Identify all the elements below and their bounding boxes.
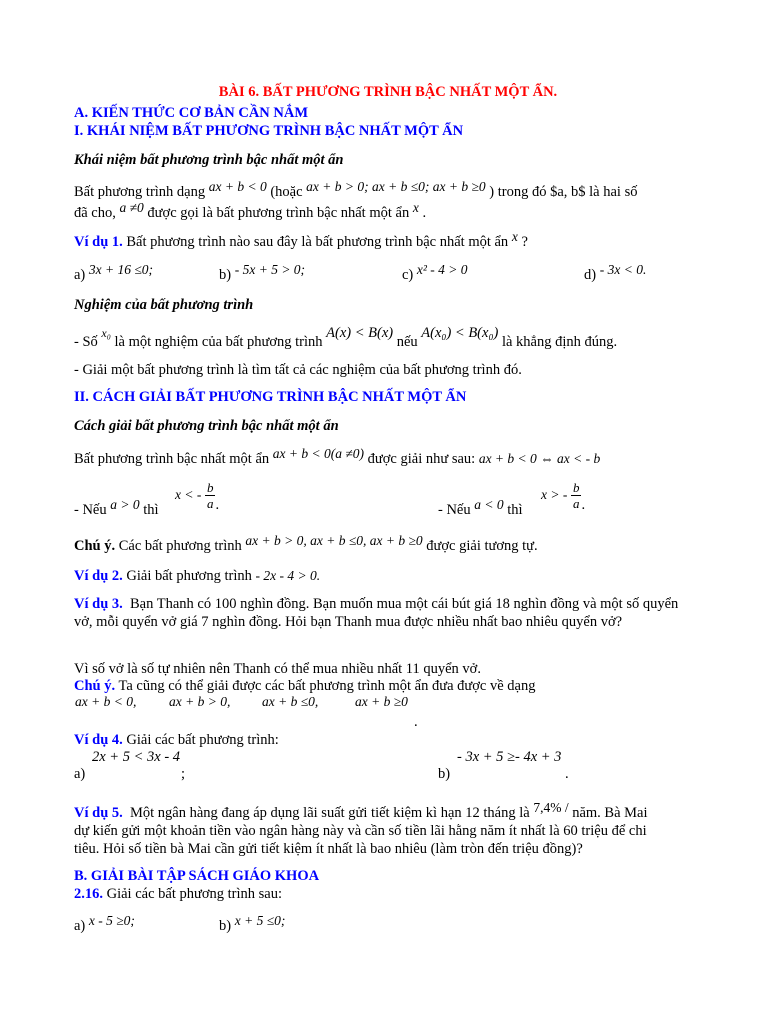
example-5-line-1 bbox=[74, 800, 702, 822]
example-4 bbox=[74, 731, 702, 749]
exercise-b-label: b) bbox=[219, 918, 232, 934]
example-4-text: Giải các bất phương trình: bbox=[126, 732, 279, 748]
option-c-label: c) bbox=[402, 267, 414, 283]
example-4-b-end: . bbox=[565, 766, 569, 782]
example-3-label: Ví dụ 3. bbox=[74, 596, 123, 612]
note-2-dot: . bbox=[414, 714, 418, 730]
note-2-text: Ta cũng có thể giải được các bất phương trình một ẩn đưa được về dạng bbox=[118, 678, 536, 694]
cachgiai-line bbox=[74, 446, 702, 468]
case-2-condition: a < 0 bbox=[474, 497, 504, 512]
nghiem-text-1: - Số bbox=[74, 334, 98, 350]
def-text-1: Bất phương trình dạng bbox=[74, 184, 206, 200]
case-1-text: - Nếu bbox=[74, 502, 107, 518]
case-1-then: thì bbox=[143, 502, 159, 518]
case-2-fraction bbox=[571, 480, 582, 511]
note-1-text-1: Các bất phương trình bbox=[118, 538, 242, 554]
example-2 bbox=[74, 567, 702, 585]
definition-line-1 bbox=[74, 179, 702, 201]
note-2-label: Chú ý. bbox=[74, 678, 116, 694]
example-1-option-c bbox=[402, 262, 468, 284]
example-3-text: Bạn Thanh có 100 nghìn đồng. Bạn muốn mua một cái bút giá 18 nghìn đồng và một số quyển vở, mỗi quyển vở giá 7 nghìn đồng. Hỏi bạn Thanh mua được nhiều nhất bao nhiêu quyển vở? bbox=[74, 596, 679, 630]
example-4-a-label: a) bbox=[74, 766, 86, 782]
section-a-heading: A. KIẾN THỨC CƠ BẢN CẦN NẮM bbox=[74, 105, 309, 121]
example-1-q: ? bbox=[521, 234, 528, 250]
nghiem-line-1 bbox=[74, 325, 702, 351]
example-5-text-1: Một ngân hàng đang áp dụng lãi suất gửi tiết kiệm kì hạn 12 tháng là bbox=[130, 805, 530, 821]
option-a-math: 3x + 16 ≤0; bbox=[88, 262, 154, 277]
example-4-b-label: b) bbox=[438, 766, 451, 782]
case-1-fraction bbox=[205, 480, 216, 511]
nghiem-math-ineq: A(x) < B(x) bbox=[326, 325, 394, 341]
case-1-result bbox=[175, 480, 219, 511]
cachgiai-text-2: được giải như sau: bbox=[367, 451, 476, 467]
case-1-dot: . bbox=[215, 496, 220, 513]
def-math-4: x bbox=[412, 200, 419, 215]
option-b-math: - 5x + 5 > 0; bbox=[234, 262, 306, 277]
nghiem-line-2: - Giải một bất phương trình là tìm tất cả các nghiệm của bất phương trình đó. bbox=[74, 362, 522, 378]
case-2-result bbox=[541, 480, 585, 511]
example-1-option-b bbox=[219, 262, 306, 284]
exercise-2-16 bbox=[74, 885, 702, 903]
case-2-numerator: b bbox=[572, 480, 580, 495]
option-c-math: x² - 4 > 0 bbox=[416, 262, 468, 277]
def-text-5: được gọi là bất phương trình bậc nhất một ẩn bbox=[147, 205, 410, 221]
def-text-2: (hoặc bbox=[270, 184, 303, 200]
example-2-text: Giải bất phương trình bbox=[126, 568, 252, 584]
def-text-4: đã cho, bbox=[74, 205, 116, 221]
note-2-form-4: ax + b ≥0 bbox=[355, 694, 408, 709]
exercise-2-16-a bbox=[74, 913, 135, 935]
option-b-label: b) bbox=[219, 267, 232, 283]
cachgiai-heading: Cách giải bất phương trình bậc nhất một ẩn bbox=[74, 418, 339, 434]
nghiem-text-4: là khẳng định đúng. bbox=[501, 334, 618, 350]
case-1-condition: a > 0 bbox=[110, 497, 140, 512]
definition-line-2 bbox=[74, 200, 702, 222]
nghiem-text-2: là một nghiệm của bất phương trình bbox=[114, 334, 323, 350]
exercise-2-16-text: Giải các bất phương trình sau: bbox=[106, 886, 283, 902]
example-2-math: - 2x - 4 > 0. bbox=[255, 568, 321, 583]
example-1-option-d bbox=[584, 262, 647, 284]
case-2-text: - Nếu bbox=[438, 502, 471, 518]
def-text-3: ) trong đó $a, b$ là hai số bbox=[489, 184, 638, 200]
def-math-2: ax + b > 0; ax + b ≤0; ax + b ≥0 bbox=[306, 179, 486, 194]
exercise-2-16-b bbox=[219, 913, 286, 935]
nghiem-math-x0: x₀ bbox=[101, 326, 111, 340]
case-2-then: thì bbox=[507, 502, 523, 518]
example-5-label: Ví dụ 5. bbox=[74, 805, 123, 821]
case-2-dot: . bbox=[581, 496, 586, 513]
example-4-a-end: ; bbox=[181, 766, 186, 782]
example-5-line-3: tiêu. Hỏi số tiền bà Mai cần gửi tiết kiệm ít nhất là bao nhiêu (làm tròn đến triệu đồng)? bbox=[74, 841, 583, 857]
note-1-label: Chú ý. bbox=[74, 538, 116, 554]
example-3 bbox=[74, 596, 684, 631]
nghiem-heading: Nghiệm của bất phương trình bbox=[74, 297, 254, 313]
option-d-math: - 3x < 0. bbox=[599, 262, 647, 277]
def-math-3: a ≠0 bbox=[119, 200, 144, 215]
example-4-label: Ví dụ 4. bbox=[74, 732, 123, 748]
example-5-line-2: dự kiến gửi một khoản tiền vào ngân hàng này và cần số tiền lãi hằng năm ít nhất là 60 triệu để chi bbox=[74, 823, 647, 839]
case-a-negative bbox=[438, 497, 523, 519]
case-1-denominator: a bbox=[206, 496, 214, 511]
cachgiai-text-1: Bất phương trình bậc nhất một ẩn bbox=[74, 451, 270, 467]
option-d-label: d) bbox=[584, 267, 597, 283]
lesson-title: BÀI 6. BẤT PHƯƠNG TRÌNH BẬC NHẤT MỘT ẨN. bbox=[218, 84, 558, 100]
example-2-label: Ví dụ 2. bbox=[74, 568, 123, 584]
nghiem-text-3: nếu bbox=[396, 334, 418, 350]
example-4-b-math: - 3x + 5 ≥- 4x + 3 bbox=[457, 749, 562, 765]
note-2-form-2: ax + b > 0, bbox=[169, 694, 231, 709]
exercise-2-16-label: 2.16. bbox=[74, 886, 103, 902]
exercise-a-math: x - 5 ≥0; bbox=[88, 913, 135, 928]
note-1-text-2: được giải tương tự. bbox=[426, 538, 538, 554]
note-2-form-3: ax + b ≤0, bbox=[262, 694, 319, 709]
def-text-6: . bbox=[422, 205, 427, 221]
example-1 bbox=[74, 229, 702, 251]
example-1-option-a bbox=[74, 262, 154, 284]
concept-heading: Khái niệm bất phương trình bậc nhất một ẩn bbox=[74, 152, 344, 168]
case-2-denominator: a bbox=[572, 496, 580, 511]
case-a-positive bbox=[74, 497, 159, 519]
cachgiai-math-2: ax + b < 0 ⇔ ax < - b bbox=[478, 451, 601, 466]
section-b-heading: B. GIẢI BÀI TẬP SÁCH GIÁO KHOA bbox=[74, 868, 320, 884]
section-i-heading: I. KHÁI NIỆM BẤT PHƯƠNG TRÌNH BẬC NHẤT MỘT ẨN bbox=[74, 123, 464, 139]
case-2-lhs: x > - bbox=[541, 486, 568, 502]
example-1-label: Ví dụ 1. bbox=[74, 234, 123, 250]
case-1-numerator: b bbox=[206, 480, 214, 495]
section-ii-heading: II. CÁCH GIẢI BẤT PHƯƠNG TRÌNH BẬC NHẤT MỘT ẨN bbox=[74, 389, 467, 405]
exercise-a-label: a) bbox=[74, 918, 86, 934]
example-3-answer: Vì số vở là số tự nhiên nên Thanh có thể mua nhiều nhất 11 quyển vở. bbox=[74, 661, 481, 677]
example-5-rate: 7,4% / bbox=[533, 800, 569, 815]
nghiem-math-ineq-x0: A(x₀) < B(x₀) bbox=[421, 325, 499, 341]
def-math-1: ax + b < 0 bbox=[208, 179, 267, 194]
cachgiai-math-1: ax + b < 0(a ≠0) bbox=[272, 446, 365, 461]
example-4-a-math: 2x + 5 < 3x - 4 bbox=[92, 749, 181, 765]
note-2-form-1: ax + b < 0, bbox=[75, 694, 137, 709]
example-5-text-2: năm. Bà Mai bbox=[572, 805, 648, 821]
option-a-label: a) bbox=[74, 267, 86, 283]
case-1-lhs: x < - bbox=[175, 486, 202, 502]
example-1-text: Bất phương trình nào sau đây là bất phương trình bậc nhất một ẩn bbox=[126, 234, 509, 250]
example-1-var: x bbox=[511, 229, 518, 244]
note-1 bbox=[74, 533, 702, 555]
exercise-b-math: x + 5 ≤0; bbox=[234, 913, 286, 928]
note-1-math: ax + b > 0, ax + b ≤0, ax + b ≥0 bbox=[245, 533, 423, 548]
